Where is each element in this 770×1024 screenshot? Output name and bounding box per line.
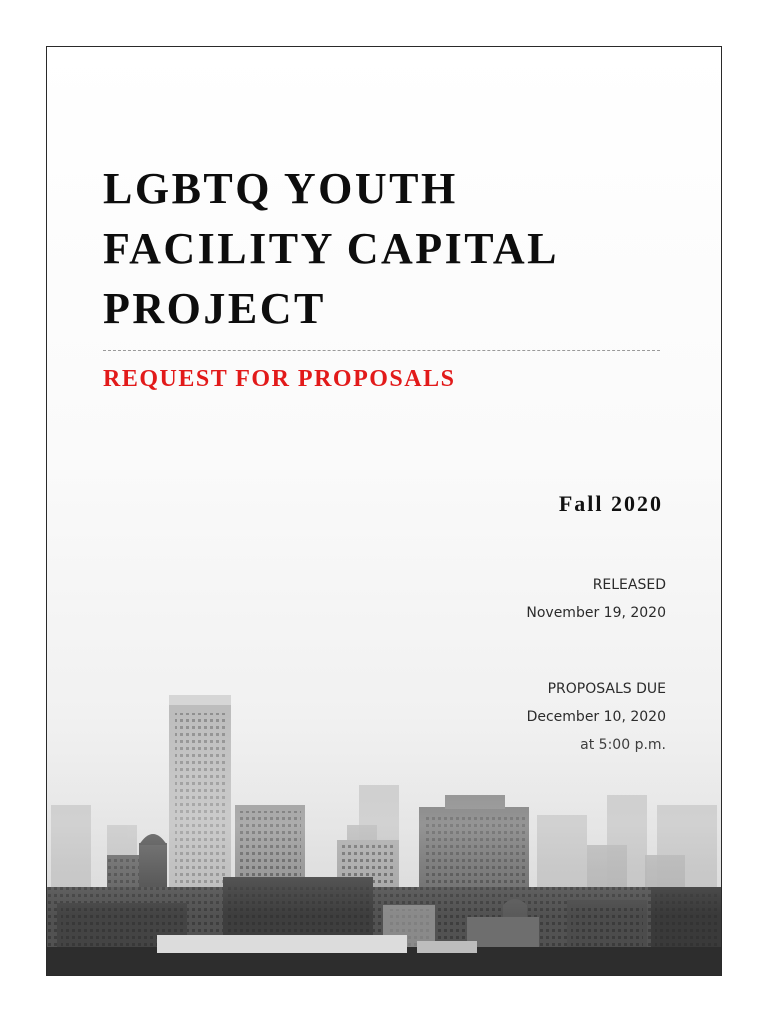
season-label: Fall 2020 (558, 491, 663, 516)
title-divider (103, 350, 660, 351)
document-title (103, 159, 663, 339)
released-date: November 19, 2020 (526, 605, 666, 621)
title-line-3: PROJECT (103, 284, 326, 333)
title-line-1: LGBTQ YOUTH (103, 164, 458, 213)
cover-page (46, 46, 722, 976)
released-label: RELEASED (592, 577, 666, 593)
due-label: PROPOSALS DUE (547, 681, 666, 697)
document-subtitle: REQUEST FOR PROPOSALS (103, 366, 456, 392)
city-skyline-image (47, 655, 722, 975)
released-block (526, 571, 666, 627)
title-line-2: FACILITY CAPITAL (103, 224, 560, 273)
